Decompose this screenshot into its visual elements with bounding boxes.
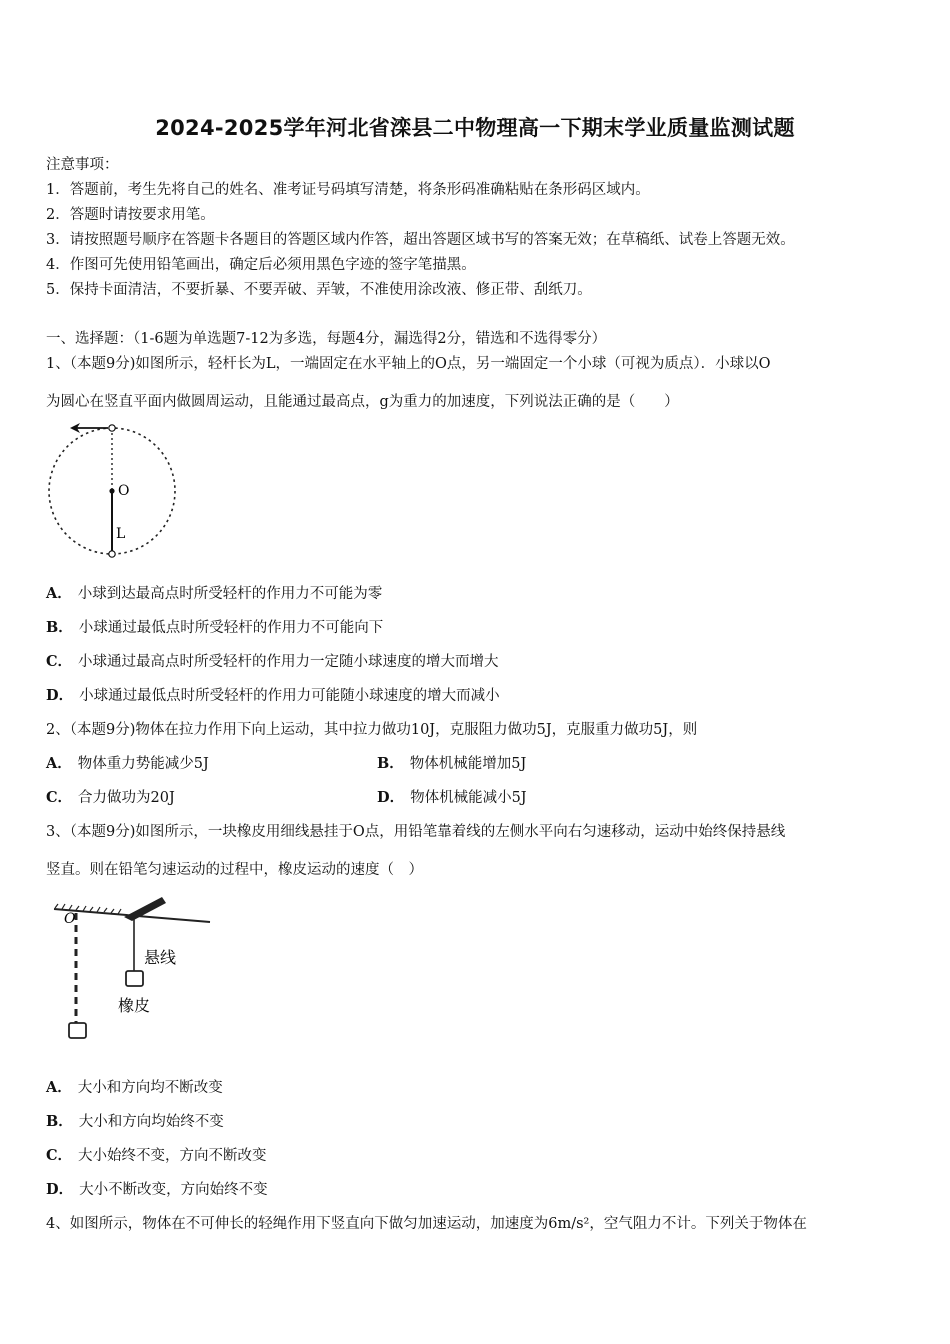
label-l: L xyxy=(116,526,126,542)
option-text: 物体机械能增加5J xyxy=(409,756,527,772)
q2-option-b[interactable] xyxy=(377,752,526,773)
q3-figure-eraser xyxy=(52,895,222,1050)
hatch xyxy=(69,905,72,910)
notice-item: 1．答题前，考生先将自己的姓名、准考证号码填写清楚，将条形码准确粘贴在条形码区域内。 xyxy=(46,182,650,198)
option-text: 物体重力势能减少5J xyxy=(77,756,209,772)
q3-option-c[interactable] xyxy=(46,1144,267,1165)
hatch xyxy=(55,904,58,908)
q2-stem: 2、（本题9分)物体在拉力作用下向上运动，其中拉力做功10J，克服阻力做功5J，克服重力做功5J，则 xyxy=(46,722,698,738)
option-text: 大小和方向均始终不变 xyxy=(78,1114,224,1130)
option-label: B． xyxy=(377,755,404,772)
option-text: 小球通过最低点时所受轻杆的作用力可能随小球速度的增大而减小 xyxy=(79,688,500,704)
option-text: 大小不断改变，方向始终不变 xyxy=(79,1182,268,1198)
option-label: D． xyxy=(377,789,405,806)
option-label: D． xyxy=(46,687,74,704)
option-text: 物体机械能减小5J xyxy=(410,790,527,806)
option-label: A． xyxy=(46,1079,72,1096)
top-ball xyxy=(109,425,115,431)
hatch xyxy=(104,908,107,912)
hatch xyxy=(90,907,93,911)
pivot-point xyxy=(109,488,114,493)
option-text: 大小和方向均不断改变 xyxy=(77,1080,223,1096)
option-label: A． xyxy=(46,755,72,772)
q3-option-b[interactable] xyxy=(46,1110,224,1131)
notice-item: 3．请按照题号顺序在答题卡各题目的答题区域内作答，超出答题区域书写的答案无效；在草稿纸、试卷上答题无效。 xyxy=(46,232,795,248)
eraser xyxy=(126,971,143,986)
q2-option-d[interactable] xyxy=(377,786,527,807)
q1-option-d[interactable] xyxy=(46,684,500,705)
hatch xyxy=(118,909,121,914)
q1-figure-circle xyxy=(40,414,190,566)
hatch xyxy=(83,906,86,911)
option-label: B． xyxy=(46,619,73,636)
option-label: D． xyxy=(46,1181,74,1198)
option-text: 小球通过最高点时所受轻杆的作用力一定随小球速度的增大而增大 xyxy=(78,654,499,670)
hatch xyxy=(76,906,79,910)
label-string: 悬线 xyxy=(144,948,177,967)
option-label: C． xyxy=(46,1147,73,1164)
option-label: C． xyxy=(46,789,73,806)
label-o: O xyxy=(118,483,130,499)
option-label: A． xyxy=(46,585,72,602)
eraser-start xyxy=(69,1023,86,1038)
q3-option-a[interactable] xyxy=(46,1076,223,1097)
section-heading: 一、选择题：（1-6题为单选题7-12为多选，每题4分，漏选得2分，错选和不选得零分） xyxy=(46,331,607,347)
option-text: 小球到达最高点时所受轻杆的作用力不可能为零 xyxy=(77,586,383,602)
option-text: 大小始终不变，方向不断改变 xyxy=(78,1148,267,1164)
notice-item: 5．保持卡面清洁，不要折暴、不要弄破、弄皱，不准使用涂改液、修正带、刮纸刀。 xyxy=(46,282,592,298)
option-label: C． xyxy=(46,653,73,670)
bottom-ball xyxy=(109,551,115,557)
hatch xyxy=(62,904,65,909)
notice-item: 4．作图可先使用铅笔画出，确定后必须用黑色字迹的签字笔描黑。 xyxy=(46,257,476,273)
q1-option-c[interactable] xyxy=(46,650,499,671)
q3-stem-line1: 3、（本题9分)如图所示，一块橡皮用细线悬挂于O点，用铅笔靠着线的左侧水平向右匀速移动，运动中始终保持悬线 xyxy=(46,824,786,840)
label-eraser: 橡皮 xyxy=(118,996,151,1015)
notice-heading: 注意事项： xyxy=(46,157,119,173)
label-o: O xyxy=(64,911,76,927)
option-label: B． xyxy=(46,1113,73,1130)
q2-option-c[interactable] xyxy=(46,786,175,807)
option-text: 合力做功为20J xyxy=(78,790,175,806)
q4-stem: 4、如图所示，物体在不可伸长的轻绳作用下竖直向下做匀加速运动，加速度为6m/s²，空气阻力不计。下列关于物体在 xyxy=(46,1216,807,1232)
hatch xyxy=(111,909,114,913)
option-text: 小球通过最低点时所受轻杆的作用力不可能向下 xyxy=(78,620,384,636)
q1-option-a[interactable] xyxy=(46,582,382,603)
q1-stem-line2: 为圆心在竖直平面内做圆周运动，且能通过最高点，g为重力的加速度，下列说法正确的是（ ） xyxy=(46,394,679,410)
q3-option-d[interactable] xyxy=(46,1178,268,1199)
page-title: 2024-2025学年河北省滦县二中物理高一下期末学业质量监测试题 xyxy=(155,116,795,140)
notice-item: 2．答题时请按要求用笔。 xyxy=(46,207,215,223)
q1-stem-line1: 1、（本题9分)如图所示，轻杆长为L，一端固定在水平轴上的O点，另一端固定一个小球（可视为质点）．小球以O xyxy=(46,356,771,372)
q2-option-a[interactable] xyxy=(46,752,209,773)
q3-stem-line2: 竖直。则在铅笔匀速运动的过程中，橡皮运动的速度（ ） xyxy=(46,862,423,878)
hatch xyxy=(97,907,100,912)
q1-option-b[interactable] xyxy=(46,616,383,637)
